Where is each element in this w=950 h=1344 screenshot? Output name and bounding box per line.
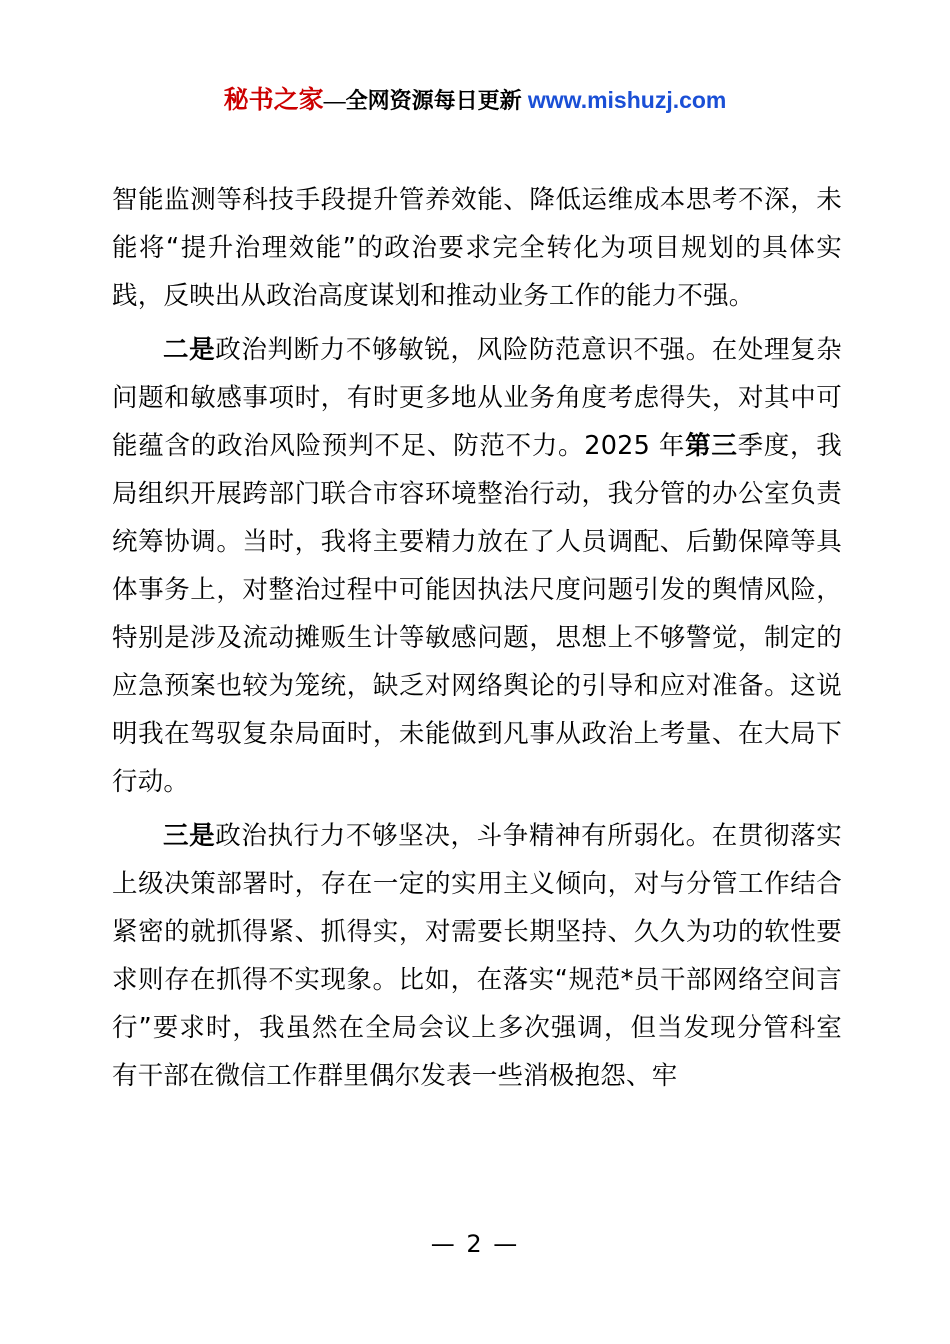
text-run: 季度，我局组织开展跨部门联合市容环境整治行动，我分管的办公室负责统筹协调。当时，我将主要精力放在了人员调配、后勤保障等具体事务上，对整治过程中可能因执法尺度问题引发的舆情风险，特别是涉及流动摊贩生计等敏感问题，思想上不够警觉，制定的应急预案也较为笼统，缺乏对网络舆论的引导和应对准备。这说明我在驾驭复杂局面时，未能做到凡事从政治上考量、在大局下行动。 xyxy=(112,431,842,797)
site-tagline: —全网资源每日更新 xyxy=(323,88,522,113)
paragraph xyxy=(112,812,842,1100)
document-body xyxy=(112,176,842,1106)
paragraph xyxy=(112,176,842,320)
text-run: 政治判断力不够敏锐，风险防范意识不强。在处理复杂问题和敏感事项时，有时更多地从业务角度考虑得失，对其中可能蕴含的政治风险预判不足、防范不力。2025 年 xyxy=(112,335,842,461)
site-header xyxy=(0,86,950,116)
text-run-emphasis: 第三 xyxy=(685,431,738,461)
text-run: 政治执行力不够坚决，斗争精神有所弱化。在贯彻落实上级决策部署时，存在一定的实用主义倾向，对与分管工作结合紧密的就抓得紧、抓得实，对需要长期坚持、久久为功的软性要求则存在抓得不实现象。比如，在落实“规范*员干部网络空间言行”要求时，我虽然在全局会议上多次强调，但当发现分管科室有干部在微信工作群里偶尔发表一些消极抱怨、牢 xyxy=(112,821,842,1091)
site-brand: 秘书之家 xyxy=(223,87,324,114)
text-run-emphasis: 二是 xyxy=(163,335,216,365)
text-run: 智能监测等科技手段提升管养效能、降低运维成本思考不深，未能将“提升治理效能”的政治要求完全转化为项目规划的具体实践，反映出从政治高度谋划和推动业务工作的能力不强。 xyxy=(112,185,842,311)
text-run-emphasis: 三是 xyxy=(163,821,216,851)
page-number: — 2 — xyxy=(430,1230,520,1258)
paragraph xyxy=(112,326,842,806)
site-url[interactable]: www.mishuzj.com xyxy=(527,87,727,113)
